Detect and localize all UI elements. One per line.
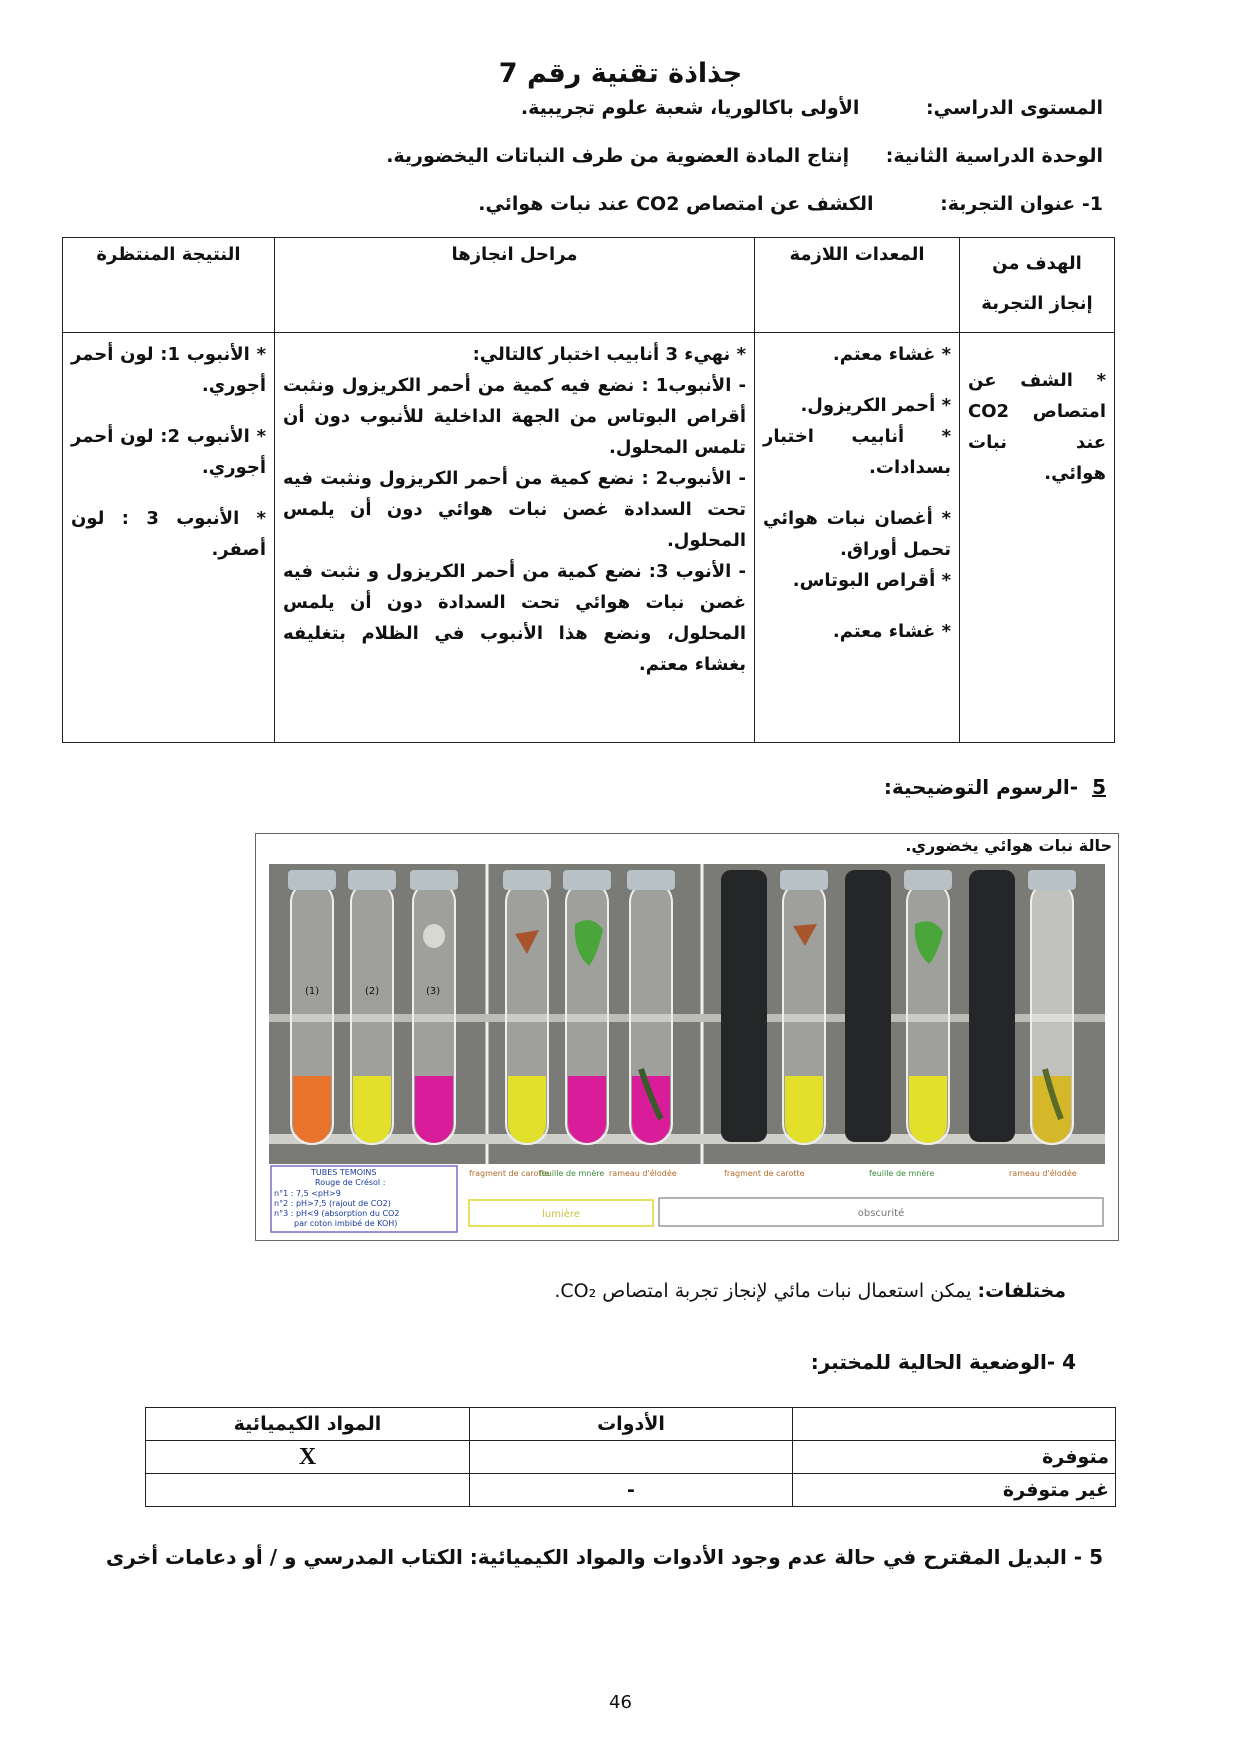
experiment-value: الكشف عن امتصاص CO2 عند نبات هوائي. [478,193,874,215]
legend-line-3: n°3 : pH<9 (absorption du CO2 [274,1209,400,1218]
label-rameau-dark: rameau d'élodée [1009,1169,1077,1178]
koh-cotton [423,924,445,948]
photo-frame [255,833,1119,1241]
tube-control-1 [288,870,336,1144]
section5-title: -الرسوم التوضيحية: [883,775,1079,799]
tube-label-3: (3) [426,986,441,997]
label-lumiere: lumière [542,1209,580,1220]
tube-light-leaf [563,870,611,1144]
label-fragment-dark: fragment de carotte [724,1169,805,1178]
material-item: * أحمر الكريزول. [800,395,951,416]
tube-dark-leaf [904,870,952,1144]
solution-orange [293,1076,331,1143]
doc-title: جذاذة تقنية رقم 7 [498,58,743,89]
experiment-line [60,193,1103,215]
section5-number: 5 [1092,775,1106,799]
tube-dark-wrapped-1 [721,870,767,1142]
lab-unavailable-chemicals [146,1474,470,1507]
goal-cell [960,333,1115,743]
legend-line-4: par coton imbibé de KOH) [294,1219,398,1228]
solution-magenta [415,1076,453,1143]
tube-control-3 [410,870,458,1144]
tube-label-2: (2) [365,986,380,997]
test-tubes-photo [269,864,1105,1234]
lab-status-table [145,1407,1116,1507]
material-item: * أغصان نبات هوائي تحمل أوراق. [763,508,951,560]
lab-available-chemicals: X [146,1441,470,1474]
header-steps: مراحل انجازها [275,238,755,333]
result-tube1: * الأنبوب 1: لون أحمر أجوري. [71,344,267,396]
legend-title: TUBES TEMOINS [311,1168,377,1177]
material-item: * أنابيب اختبار بسدادات. [763,426,951,478]
lab-row-unavailable: غير متوفرة [793,1474,1116,1507]
note-text: يمكن استعمال نبات مائي لإنجاز تجربة امتصاص CO₂. [554,1280,972,1302]
material-item: * أقراص البوتاس. [792,570,951,591]
experiment-table [62,237,1115,743]
header-materials: المعدات اللازمة [755,238,960,333]
alternative-line: 5 - البديل المقترح في حالة عدم وجود الأدوات والمواد الكيميائية: الكتاب المدرسي و / أو دعامات أخرى [106,1545,1103,1569]
label-obscurite: obscurité [857,1208,905,1219]
materials-cell [755,333,960,743]
result-tube3: * الأنبوب 3 : لون أصفر. [71,508,267,560]
tube-light-carrot [503,870,551,1144]
section5-heading [884,775,1106,799]
header-result: النتيجة المنتظرة [63,238,275,333]
level-key: المستوى الدراسي: [926,97,1103,119]
lab-col-chemicals: المواد الكيميائية [146,1408,470,1441]
solution-yellow [353,1076,391,1143]
page-number: 46 [609,1692,632,1713]
steps-cell [275,333,755,743]
label-fragment: fragment de carotte [469,1169,550,1178]
label-rameau: rameau d'élodée [609,1169,677,1178]
photo-caption: حالة نبات هوائي يخضوري. [905,836,1112,855]
note-key: مختلفات: [977,1280,1066,1302]
unit-value: إنتاج المادة العضوية من طرف النباتات اليخضورية. [386,145,850,167]
black-wrap [721,870,767,1142]
unit-key: الوحدة الدراسية الثانية: [885,145,1103,167]
level-value: الأولى باكالوريا، شعبة علوم تجريبية. [520,97,860,119]
legend-line-2: n°2 : pH>7,5 (rajout de CO2) [274,1199,391,1208]
tube-dark-elodea [1028,870,1076,1144]
tube-label-1: (1) [305,986,320,997]
tube-light-elodea [627,870,675,1144]
lab-row-available: متوفرة [793,1441,1116,1474]
step-tube1: - الأنبوب1 : نضع فيه كمية من أحمر الكريزول ونثبت أقراص البوتاس من الجهة الداخلية للأنبوب دون أن تلمس المحلول. [283,375,746,458]
black-wrap [969,870,1015,1142]
label-feuille: feuille de mnère [539,1169,605,1178]
lab-unavailable-tools: - [470,1474,793,1507]
level-line [60,97,1103,119]
black-wrap [845,870,891,1142]
step-intro: * نهيء 3 أنابيب اختبار كالتالي: [472,344,746,365]
lab-corner-cell [793,1408,1116,1441]
tube-dark-wrapped-2 [845,870,891,1142]
result-tube2: * الأنبوب 2: لون أحمر أجوري. [71,426,267,478]
lab-available-tools [470,1441,793,1474]
results-cell [63,333,275,743]
section4-heading: 4 -الوضعية الحالية للمختبر: [810,1350,1076,1374]
legend-subtitle: Rouge de Crésol : [315,1178,386,1187]
header-goal: الهدف من إنجاز التجربة [960,238,1115,333]
label-feuille-dark: feuille de mnère [869,1169,935,1178]
legend-line-1: n°1 : 7,5 <pH>9 [274,1189,341,1198]
tube-dark-carrot [780,870,828,1144]
step-tube3: - الأنوب 3: نضع كمية من أحمر الكريزول و نثبت فيه غصن نبات هوائي تحت السدادة دون أن يلمس المحلول، ونضع هذا الأنبوب في الظلام بتغليفه بغشاء معتم. [283,561,746,675]
note-line [554,1280,1066,1302]
tube-control-2 [348,870,396,1144]
step-tube2: - الأنبوب2 : نضع كمية من أحمر الكريزول ونثبت فيه تحت السدادة غصن نبات هوائي دون أن يلمس المحلول. [283,468,746,551]
unit-line [60,145,1103,167]
experiment-key: 1- عنوان التجربة: [940,193,1103,215]
goal-text: * الشف عن امتصاص CO2 عند نبات هوائي. [968,370,1106,484]
material-item: * غشاء معتم. [832,621,951,642]
material-item: * غشاء معتم. [832,344,951,365]
lab-col-tools: الأدوات [470,1408,793,1441]
tube-dark-wrapped-3 [969,870,1015,1142]
